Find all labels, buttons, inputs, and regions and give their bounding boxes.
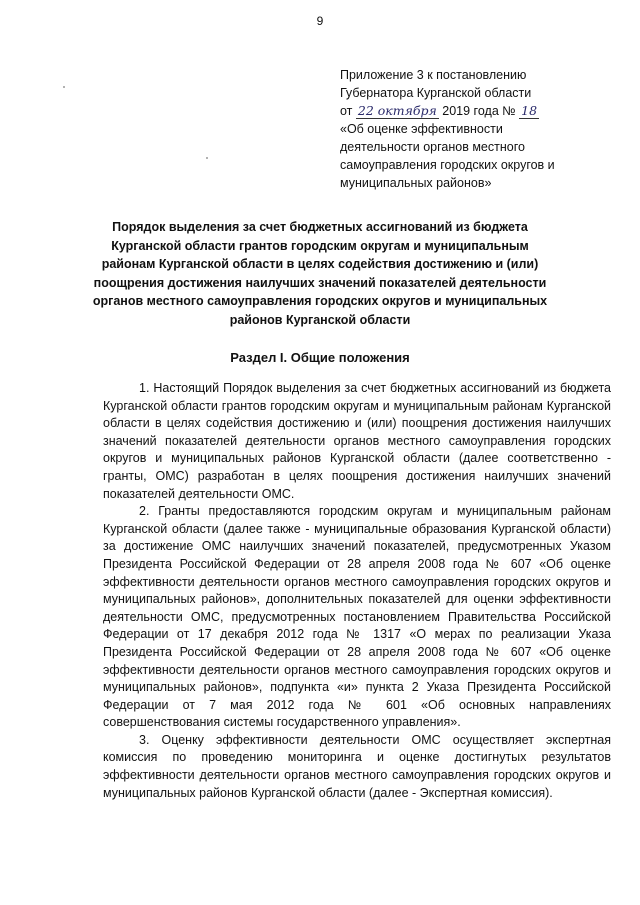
date-prefix: от bbox=[340, 104, 353, 118]
section-heading: Раздел I. Общие положения bbox=[230, 350, 410, 365]
appendix-line-1: Приложение 3 к постановлению bbox=[340, 68, 527, 82]
handwritten-number: 18 bbox=[521, 103, 538, 118]
appendix-line-5: деятельности органов местного bbox=[340, 140, 525, 154]
appendix-line-4: «Об оценке эффективности bbox=[340, 122, 503, 136]
appendix-line-2: Губернатора Курганской области bbox=[340, 86, 532, 100]
appendix-line-6: самоуправления городских округов и bbox=[340, 158, 555, 172]
appendix-date-line bbox=[340, 102, 608, 120]
handwritten-date: 22 октября bbox=[357, 103, 437, 118]
paragraph-3: 3. Оценку эффективности деятельности ОМС осуществляет экспертная комиссия по проведению мониторинга и оценке достигнутых результатов эффективности деятельности органов местного самоуправления городских округов и муниципальных районов Курганской области (далее - Экспертная комиссия). bbox=[103, 732, 611, 800]
page-number: 9 bbox=[316, 14, 324, 28]
appendix-line-7: муниципальных районов» bbox=[340, 176, 492, 190]
date-suffix: 2019 года № bbox=[442, 104, 516, 118]
appendix-block bbox=[340, 66, 608, 192]
paragraph-2: 2. Гранты предоставляются городским округам и муниципальным районам Курганской области (далее также - муниципальные образования Курганской области) за достижение ОМС наилучших значений показателей, предусмотренных Указом Президента Российской Федерации от 28 апреля 2008 года № 607 «Об оценке эффективности деятельности органов местного самоуправления городских округов и муниципальных районов», дополнительных показателей для оценки эффективности деятельности ОМС, предусмотренных постановлением Правительства Российской Федерации от 17 декабря 2012 года № 1317 «О мерах по реализации Указа Президента Российской Федерации от 28 апреля 2008 года № 607 «Об оценке эффективности деятельности органов местного самоуправления городских округов и муниципальных районов», подпункта «и» пункта 2 Указа Президента Российской Федерации от 7 мая 2012 года № 601 «Об основных направлениях совершенствования системы государственного управления». bbox=[103, 504, 611, 730]
scan-speck bbox=[63, 86, 65, 88]
document-title: Порядок выделения за счет бюджетных ассигнований из бюджета Курганской области грантов городским округам и муниципальным районам Курганской области в целях содействия достижению и (или) поощрения достижения наилучших значений показателей деятельности органов местного самоуправления городских округов и муниципальных районов Курганской области bbox=[92, 220, 548, 327]
scan-speck bbox=[206, 157, 208, 159]
paragraph-1: 1. Настоящий Порядок выделения за счет бюджетных ассигнований из бюджета Курганской области грантов городским округам и муниципальным районам Курганской области в целях содействия достижению и (или) поощрения достижения наилучших значений показателей деятельности органов местного самоуправления городских округов и муниципальных районов Курганской области (далее соответственно - гранты, ОМС) разработан в целях поощрения достижения наилучших значений показателей деятельности ОМС. bbox=[103, 381, 611, 501]
body-text bbox=[103, 380, 611, 802]
